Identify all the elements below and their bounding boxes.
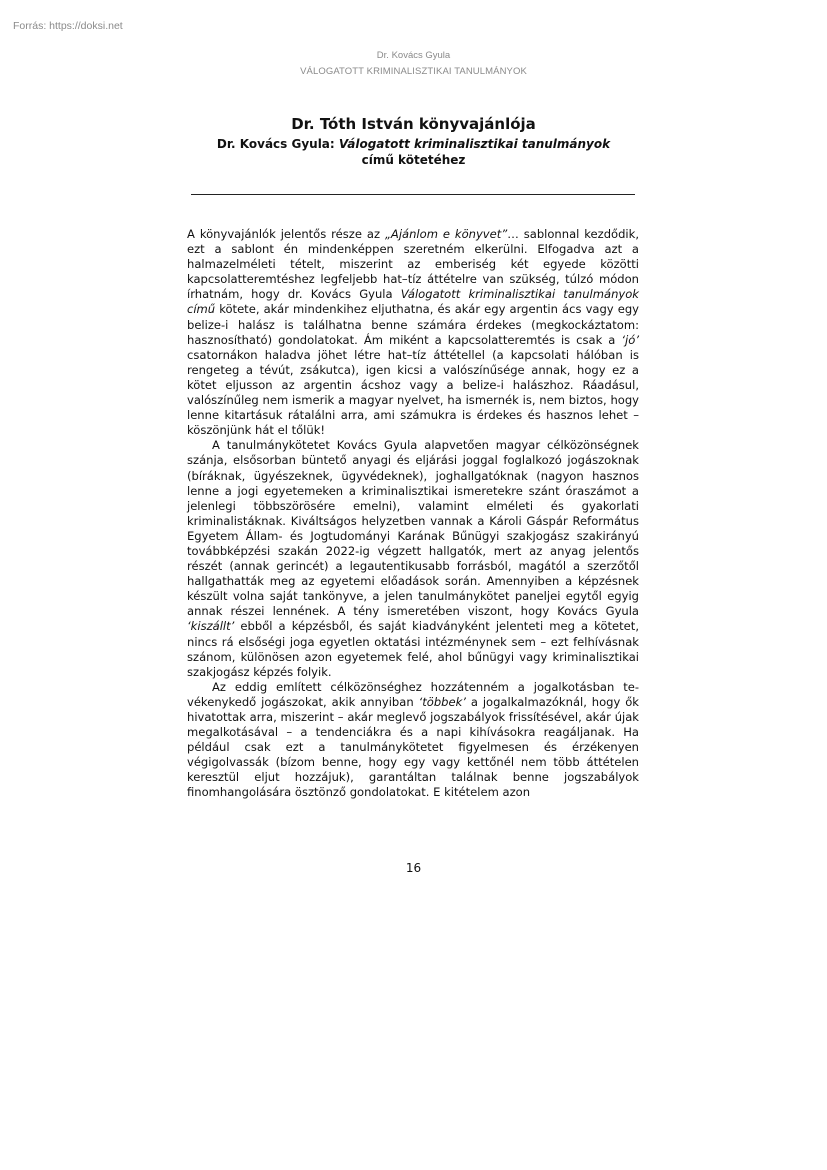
text-segment: kötete, akár mindenkihez eljuthatna, és akár egy argentin ács vagy egy belize-i halász is találhatna benne számára érdekes (megkockáztatom: hasznosítható) gondolatokat. Ám miként a kapcsolatteremtés is csak a: [187, 302, 639, 347]
running-head-book-title: VÁLOGATOTT KRIMINALISZTIKAI TANULMÁNYOK: [300, 66, 527, 77]
subtitle-author: Dr. Kovács Gyula:: [216, 137, 339, 151]
italic-text-segment: ‘jó’: [621, 332, 639, 347]
italic-text-segment: „Ajánlom e könyvet”: [384, 227, 508, 241]
page-title: Dr. Tóth István könyvajánlója: [291, 115, 536, 133]
text-segment: a jogalkalmazóknál, hogy ők hivatottak arra, miszerint – akár meglevő jogszabályok frissítésével, akár újak megalkotásával – a tendenciákra és a napi kihívásokra reagáljanak. Ha például csak ezt a tanulmánykötetet figyelmesen és érzékenyen végigolvassák (bízom benne, hogy egy vagy kettőnél nem több áttételen keresztül eljut hozzájuk), garantáltan találnak benne jogszabályok finomhangolására ösztönző gondolatokat. E kitételem azon: [187, 694, 639, 800]
text-segment: A könyvajánlók jelentős része az: [187, 227, 385, 241]
text-segment: … sablonnal kezdődik, ezt a sablont én mindenképpen szeretném elkerülni. Elfogadva azt a halmazelméleti tételt, miszerint az emberiség két egyede közötti kapcsolatteremtéshez legfeljebb hat–tíz áttételre van szükség, túlzó módon írhatnám, hogy dr. Kovács Gyula: [187, 227, 640, 302]
page-number: 16: [405, 861, 422, 875]
paragraph: [187, 438, 639, 680]
text-segment: csatornákon haladva jöhet létre hat–tíz áttétellel (a kapcsolati hálóban is rengeteg a tévút, zsákutca), igen kicsi a valószínűsége annak, hogy ez a kötet eljusson az argentin ácshoz vagy a belize-i halászhoz. Ráadásul, valószínűleg nem ismerik a magyar nyelvet, ha ismernék is, nem biztos, hogy lenne kitartásuk rátalálni arra, ami számukra is érdekes és hasznos lehet – köszönjünk hát el tőlük!: [187, 347, 639, 438]
text-segment: A tanulmánykötetet Kovács Gyula alapvetően magyar célközönségnek szánja, elsősorban büntető anyagi és eljárási joggal foglalkozó jogászoknak (bíráknak, ügyészeknek, ügyvédeknek), joghallgatóknak (nagyon hasznos lenne a jogi egyetemeken a kriminalisztikai ismeretekre szánt óraszámot a jelenlegi többszörösére emelni), valamint elméleti és gyakorlati kriminalistáknak. Kiváltságos helyzetben vannak a Károli Gáspár Református Egyetem Állam- és Jogtudományi Karának Bűnügyi szakjogász szakirányú továbbképzési szakán 2022-ig végzett hallgatók, mert az anyag jelentős részét (annak gerincét) a legautentikusabb forrásból, magától a szerzőtől hallgathatták meg az egyetemi előadások során. Amennyiben a képzésnek készült volna saját tankönyve, a jelen tanulmánykötet paneljei egytől egyig annak részei lennének. A tény ismeretében viszont, hogy Kovács Gyula: [187, 438, 639, 619]
source-watermark: Forrás: https://doksi.net: [13, 20, 123, 32]
title-divider: [191, 194, 635, 195]
italic-text-segment: ‘kiszállt’: [187, 619, 235, 634]
text-segment: ebből a képzésből, és saját kiadványként jelenteti meg a kötetet, nincs rá elsőségi joga egyetlen oktatási intézménynek sem – ezt felhívásnak szánom, különösen azon egyetemek felé, ahol bűnügyi vagy kriminalisztikai szakjogász képzés folyik.: [187, 619, 639, 679]
running-head-author: Dr. Kovács Gyula: [376, 50, 451, 61]
body-text: [187, 227, 639, 801]
page-subtitle: [190, 137, 637, 168]
subtitle-book-title: Válogatott kriminalisztikai tanulmányok: [338, 137, 611, 151]
text-segment: Az eddig említett célközönséghez hozzátenném a jogalkotásban tevékenykedő jogászokat, akik annyiban: [187, 679, 639, 709]
paragraph: [187, 680, 639, 801]
subtitle-tail: című kötetéhez: [361, 152, 466, 167]
italic-text-segment: Válogatott kriminalisztikai tanulmányok című: [187, 287, 639, 317]
paragraph: [187, 227, 639, 438]
italic-text-segment: ‘többek’: [418, 694, 466, 709]
